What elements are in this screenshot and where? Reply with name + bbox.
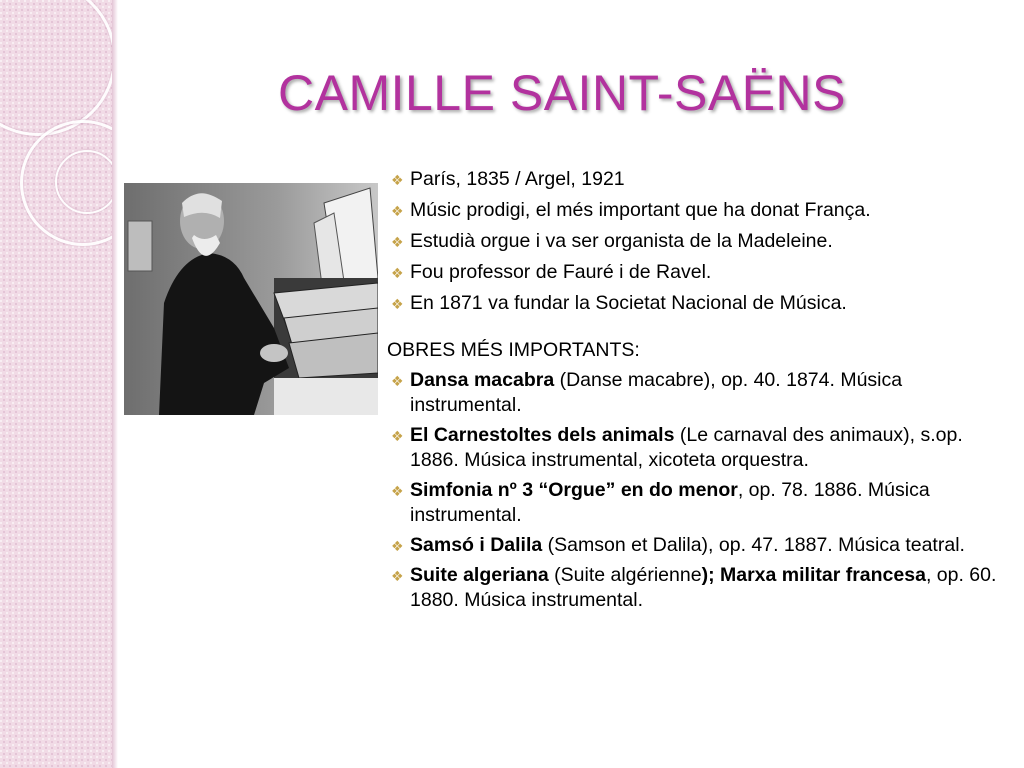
bullet-text: Estudià orgue i va ser organista de la Madeleine. xyxy=(410,230,833,252)
work-detail: , op. 78. 1886. Música instrumental. xyxy=(410,479,930,526)
list-item xyxy=(385,563,1000,613)
work-title: Suite algeriana xyxy=(410,564,549,586)
decorative-ring xyxy=(55,150,112,214)
diamond-bullet-icon: ❖ xyxy=(391,373,404,389)
work-title-secondary: ); Marxa militar francesa xyxy=(701,564,926,586)
list-item xyxy=(385,368,1000,418)
diamond-bullet-icon: ❖ xyxy=(391,234,404,250)
diamond-bullet-icon: ❖ xyxy=(391,172,404,188)
work-detail: (Danse macabre), op. 40. 1874. Música instrumental. xyxy=(410,369,903,416)
slide-content xyxy=(385,166,1000,618)
work-title: Simfonia nº 3 “Orgue” en do menor xyxy=(410,479,738,501)
diamond-bullet-icon: ❖ xyxy=(391,568,404,584)
work-detail: (Le carnaval des animaux), s.op. 1886. Música instrumental, xicoteta orquestra. xyxy=(410,424,963,471)
work-detail: , op. 60. 1880. Música instrumental. xyxy=(410,564,997,611)
bullet-text: París, 1835 / Argel, 1921 xyxy=(410,168,625,190)
bullet-text: Músic prodigi, el més important que ha donat França. xyxy=(410,199,871,221)
list-item xyxy=(385,423,1000,473)
decorative-ring xyxy=(0,0,112,136)
composer-photo xyxy=(124,183,378,415)
diamond-bullet-icon: ❖ xyxy=(391,265,404,281)
work-title: El Carnestoltes dels animals xyxy=(410,424,675,446)
work-detail: (Samson et Dalila), op. 47. 1887. Música teatral. xyxy=(542,534,965,556)
list-item xyxy=(385,533,1000,558)
list-item xyxy=(385,197,1000,224)
diamond-bullet-icon: ❖ xyxy=(391,483,404,499)
diamond-bullet-icon: ❖ xyxy=(391,203,404,219)
bullet-text: En 1871 va fundar la Societat Nacional de Música. xyxy=(410,292,847,314)
work-title: Dansa macabra xyxy=(410,369,555,391)
decorative-side-panel xyxy=(0,0,112,768)
intro-bullet-list xyxy=(385,166,1000,317)
list-item xyxy=(385,259,1000,286)
work-title: Samsó i Dalila xyxy=(410,534,543,556)
list-item xyxy=(385,290,1000,317)
works-bullet-list xyxy=(385,368,1000,613)
works-heading: OBRES MÉS IMPORTANTS: xyxy=(387,339,640,361)
diamond-bullet-icon: ❖ xyxy=(391,296,404,312)
bullet-text: Fou professor de Fauré i de Ravel. xyxy=(410,261,712,283)
list-item xyxy=(385,228,1000,255)
diamond-bullet-icon: ❖ xyxy=(391,538,404,554)
list-item xyxy=(385,166,1000,193)
list-item xyxy=(385,478,1000,528)
work-detail-original-title: (Suite algérienne xyxy=(548,564,702,586)
diamond-bullet-icon: ❖ xyxy=(391,428,404,444)
slide-title: CAMILLE SAINT-SAËNS xyxy=(278,65,846,121)
side-panel-edge xyxy=(112,0,118,768)
